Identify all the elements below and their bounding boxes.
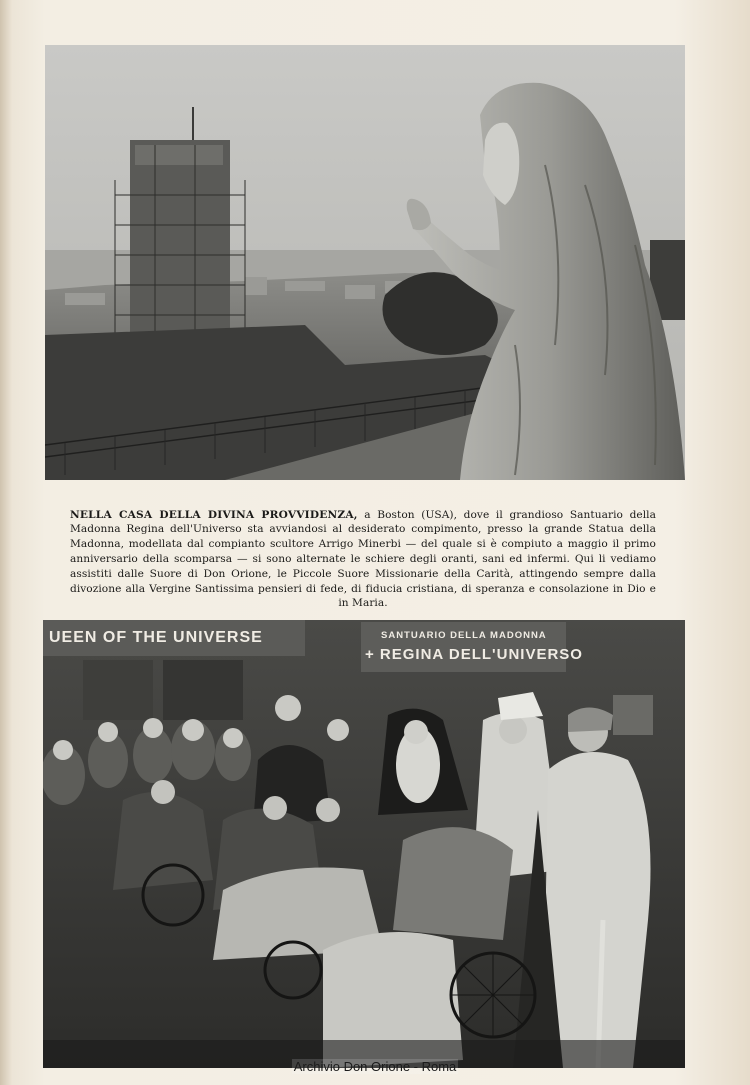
archive-credit: Archivio Don Orione - Roma <box>293 1059 457 1074</box>
pilgrims-photo-graphic <box>43 620 685 1068</box>
caption-body: a Boston (USA), dove il grandioso Santuario della Madonna Regina dell'Universo sta avviandosi al desiderato compimento, presso la grande Statua della Madonna, modellata dal compianto scultore Arrigo Minerbi — del quale si è compiuto a maggio il primo anniversario della scomparsa — si sono alternate le schiere degli oranti, sani ed infermi. Qui li vediamo assistiti dalle Suore di Don Orione, le Piccole Suore Missionarie della Carità, attingendo sempre dalla divozione alla Vergine Santissima pensieri di fede, di fiducia cristiana, di speranza e consolazione in Dio e in Maria. <box>70 508 656 610</box>
sign-left-text: UEEN OF THE UNIVERSE <box>49 629 263 646</box>
caption-lead: NELLA CASA DELLA DIVINA PROVVIDENZA, <box>70 508 358 521</box>
photo-caption <box>70 508 656 612</box>
sign-right-line1: SANTUARIO DELLA MADONNA <box>381 630 547 641</box>
photo-statue-boston <box>45 45 685 480</box>
photo-pilgrims-sisters <box>43 620 685 1068</box>
page-spine-shadow <box>0 0 12 1085</box>
statue-photo-graphic <box>45 45 685 480</box>
sign-right-line2: + REGINA DELL'UNIVERSO <box>365 646 583 663</box>
archive-footer <box>0 1059 750 1074</box>
